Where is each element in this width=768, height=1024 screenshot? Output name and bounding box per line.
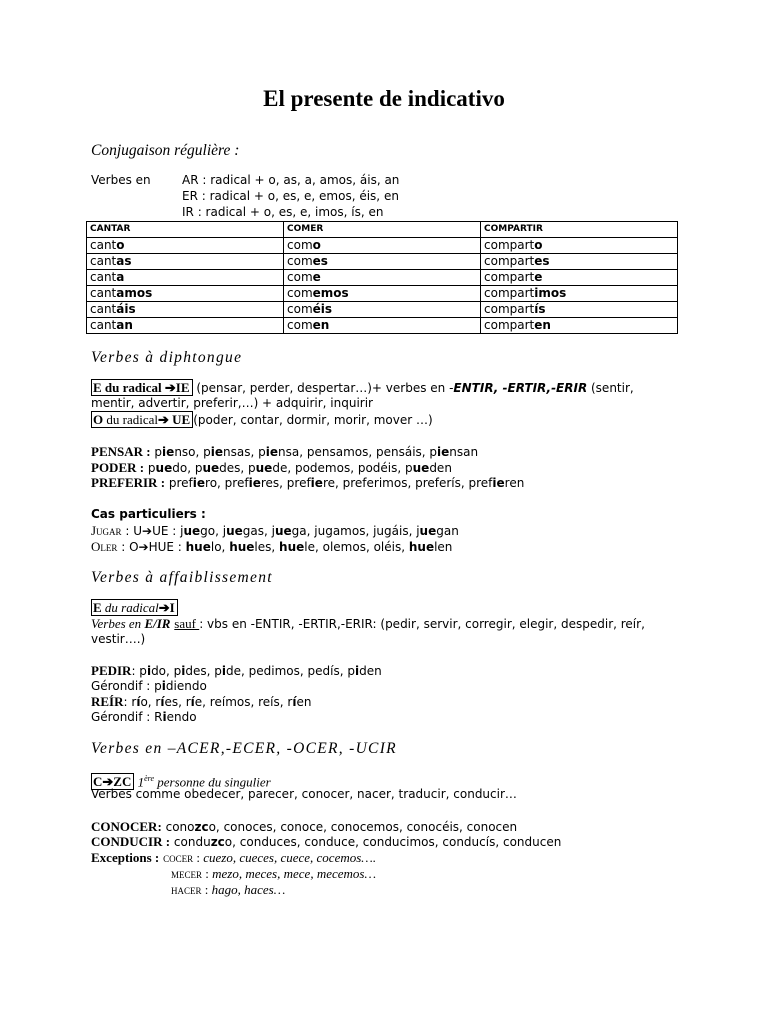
rule-text: (poder, contar, dormir, morir, mover …) (193, 413, 433, 427)
rule-o-ue (91, 412, 433, 428)
verb-ending: en (534, 318, 551, 332)
highlight-segment: ie (162, 445, 175, 459)
rule-endings: E/IR (144, 616, 171, 631)
highlight-segment: ue (274, 524, 292, 538)
rule-e-i (91, 600, 178, 615)
example-reir (91, 694, 311, 710)
conjugation-text (170, 835, 561, 849)
verb-label: Oler (91, 539, 118, 554)
highlight-segment: zc (210, 835, 225, 849)
verb-ending: es (312, 254, 328, 268)
verb-ending: o (312, 238, 321, 252)
rule-text: sauf (174, 616, 200, 631)
text-segment: : p (131, 664, 147, 678)
text-segment: nso, p (174, 445, 211, 459)
verb-label: PEDIR (91, 663, 132, 678)
rule-ir: IR : radical + o, es, e, imos, ís, en (182, 205, 384, 219)
gerondif-label: Gérondif : (91, 679, 155, 693)
verb-stem: cant (90, 270, 117, 284)
verb-ending: emos (312, 286, 349, 300)
verb-ending: amos (116, 286, 153, 300)
section-heading-acer: Verbes en –ACER,-ECER, -OCER, -UCIR (91, 740, 397, 757)
example-pedir (91, 663, 382, 679)
example-preferir (91, 475, 524, 491)
highlight-segment: ie (265, 445, 279, 459)
conjugation-text (186, 540, 453, 554)
rule-box-result: UE (168, 412, 191, 427)
conjugation-text (131, 664, 381, 678)
rule-e-ie (91, 380, 634, 396)
table-cell (87, 318, 284, 334)
highlight-segment: ie (192, 476, 206, 490)
text-segment: pref (168, 476, 193, 490)
highlight-segment: i (146, 664, 152, 678)
highlight-segment: i (354, 664, 360, 678)
text-segment: o, conoces, conoce, conocemos, conocéis, conocen (208, 820, 518, 834)
rule-er: ER : radical + o, es, e, emos, éis, en (182, 189, 399, 203)
verb-stem: com (287, 254, 313, 268)
section-heading-regular: Conjugaison régulière : (91, 142, 240, 159)
conjugation-text: cuezo, cueces, cuece, cocemos…. (203, 850, 377, 865)
table-header: COMER (284, 222, 481, 238)
exceptions-mecer (171, 866, 376, 882)
rule-ar: AR : radical + o, as, a, amos, áis, an (182, 173, 400, 187)
text-segment: R (154, 710, 163, 724)
text-segment: p (154, 679, 162, 693)
verb-ending: a (116, 270, 125, 284)
highlight-segment: í (160, 695, 165, 709)
conjugation-text: hago, haces… (211, 882, 286, 897)
rule-e-i-line1 (91, 616, 645, 632)
arrow-icon: ➔ (164, 380, 176, 395)
example-pensar (91, 444, 478, 460)
highlight-segment: í (136, 695, 141, 709)
text-segment: de, podemos, podéis, p (272, 461, 413, 475)
table-cell (481, 286, 678, 302)
verb-stem: com (287, 286, 313, 300)
table-row (87, 238, 678, 254)
text-segment: es, r (164, 695, 191, 709)
rule-e-ie-line2: mentir, advertir, preferir,…) + adquirir, inquirir (91, 396, 373, 410)
text-segment: den (429, 461, 452, 475)
highlight-segment: i (162, 710, 167, 724)
text-segment: nsas, p (223, 445, 266, 459)
highlight-segment: í (292, 695, 297, 709)
highlight-segment: ie (492, 476, 505, 490)
cas-label: Cas particuliers : (91, 507, 206, 521)
arrow-icon: ➔ (138, 540, 149, 554)
rule-box-e-i (91, 599, 178, 616)
table-cell (284, 286, 481, 302)
rule-box-text: E du radical (93, 380, 165, 395)
rule-text: : O (117, 540, 139, 554)
text-segment: o, conduces, conduce, conducimos, conducís, conducen (224, 835, 562, 849)
table-header-row (87, 222, 678, 238)
arrow-icon: ➔ (158, 600, 170, 615)
rule-text: (pensar, perder, despertar…)+ verbes en - (192, 381, 454, 395)
conjugation-text: mezo, meces, mece, mecemos… (212, 866, 377, 881)
text-segment: cono (161, 820, 195, 834)
text-segment: le, olemos, oléis, (304, 540, 409, 554)
text-segment: condu (170, 835, 211, 849)
highlight-segment: ue (202, 461, 220, 475)
section-heading-affaiblissement: Verbes à affaiblissement (91, 569, 273, 586)
text-segment: re, preferimos, preferís, pref (322, 476, 493, 490)
verb-stem: compart (484, 270, 535, 284)
text-segment: p (154, 445, 163, 459)
verb-label: mecer (171, 866, 203, 881)
rule-c-zc-line: Verbes comme obedecer, parecer, conocer, nacer, traducir, conducir… (91, 787, 517, 801)
text-segment: j (180, 524, 184, 538)
verb-ending: ís (534, 302, 546, 316)
text-segment: lo, (210, 540, 230, 554)
verb-ending: o (116, 238, 125, 252)
text-segment: do, p (151, 664, 182, 678)
example-oler (91, 539, 452, 555)
table-row (87, 286, 678, 302)
verb-ending: en (312, 318, 330, 332)
text-segment: diendo (165, 679, 207, 693)
highlight-segment: í (190, 695, 195, 709)
table-cell (481, 318, 678, 334)
text-segment: go, j (200, 524, 227, 538)
highlight-segment: ie (248, 476, 261, 490)
text-segment: endo (166, 710, 197, 724)
verb-label: PODER : (91, 460, 145, 475)
highlight-segment: hue (279, 540, 305, 554)
table-cell (87, 286, 284, 302)
highlight-segment: i (161, 679, 166, 693)
verb-stem: compart (484, 318, 535, 332)
rule-box-e-ie (91, 379, 193, 396)
example-gerondif-pedir (91, 679, 207, 694)
rule-note: 1 (137, 774, 145, 790)
verb-ending: o (534, 238, 543, 252)
rule-text: : U (121, 524, 143, 538)
verb-label: CONDUCIR : (91, 834, 171, 849)
text-segment: ga, jugamos, jugáis, j (291, 524, 420, 538)
table-cell (87, 238, 284, 254)
cas-particuliers (91, 507, 206, 522)
separator: : (193, 850, 204, 865)
rule-note-sup: ère (144, 774, 155, 783)
highlight-segment: ue (412, 461, 430, 475)
table-cell (284, 238, 481, 254)
conjugation-text (154, 445, 478, 459)
text-segment: : r (123, 695, 137, 709)
text-segment: do, p (172, 461, 203, 475)
text-segment: ro, pref (205, 476, 249, 490)
verb-stem: cant (90, 254, 117, 268)
verb-ending: e (534, 270, 543, 284)
rule-box-text: C (93, 774, 103, 790)
text-segment: den (359, 664, 382, 678)
verb-label: Jugar (91, 523, 122, 538)
highlight-segment: i (221, 664, 227, 678)
rule-endings: ENTIR, -ERTIR,-ERIR (453, 381, 588, 395)
verb-stem: com (287, 270, 313, 284)
rule-box-text: E (93, 600, 102, 615)
verb-label: PENSAR : (91, 444, 151, 459)
rule-text: Verbes en (91, 616, 145, 631)
table-cell (481, 238, 678, 254)
highlight-segment: hue (229, 540, 255, 554)
table-header: COMPARTIR (481, 222, 678, 238)
rule-text: HUE : (148, 540, 186, 554)
table-row (87, 318, 678, 334)
example-poder (91, 460, 452, 476)
verb-ending: es (534, 254, 550, 268)
rule-note: personne du singulier (154, 774, 271, 790)
rule-box-text: O (93, 412, 104, 427)
example-conducir (91, 834, 561, 850)
verb-label: PREFERIR : (91, 475, 166, 490)
rule-box-result: IE (175, 380, 190, 395)
verb-stem: compart (484, 254, 535, 268)
highlight-segment: ie (437, 445, 450, 459)
verb-label: hacer (171, 882, 202, 897)
verb-stem: com (287, 302, 313, 316)
table-cell (481, 254, 678, 270)
table-cell (87, 254, 284, 270)
table-cell (284, 270, 481, 286)
verbes-en-label: Verbes en (91, 173, 151, 187)
highlight-segment: i (181, 664, 186, 678)
verb-label: REÍR (91, 694, 124, 709)
text-segment: p (147, 461, 156, 475)
table-cell (481, 270, 678, 286)
conjugation-table (86, 221, 678, 334)
verb-stem: cant (90, 318, 117, 332)
text-segment: len (434, 540, 453, 554)
text-segment: en (296, 695, 312, 709)
separator: : (202, 866, 213, 881)
verb-stem: compart (484, 238, 535, 252)
arrow-icon: ➔ (158, 412, 169, 427)
table-row (87, 302, 678, 318)
table-cell (87, 302, 284, 318)
highlight-segment: ue (255, 461, 273, 475)
highlight-segment: zc (194, 820, 209, 834)
verb-ending: e (312, 270, 321, 284)
conjugation-text (162, 820, 517, 834)
gerondif-text (154, 679, 207, 693)
verb-stem: com (287, 238, 313, 252)
table-header: CANTAR (87, 222, 284, 238)
separator: : (201, 882, 212, 897)
text-segment: des, p (219, 461, 256, 475)
verb-ending: imos (534, 286, 567, 300)
highlight-segment: hue (185, 540, 211, 554)
conjugation-text (148, 461, 452, 475)
example-jugar (91, 523, 459, 539)
highlight-segment: ie (210, 445, 224, 459)
exceptions-cocer (91, 850, 376, 866)
gerondif-text (154, 710, 196, 724)
rule-box-text: du radical (103, 412, 158, 427)
verb-label: CONOCER: (91, 819, 162, 834)
highlight-segment: ue (183, 524, 201, 538)
text-segment: nsan (449, 445, 479, 459)
text-segment: e, reímos, reís, r (194, 695, 293, 709)
arrow-icon: ➔ (102, 774, 114, 790)
verb-stem: com (287, 318, 313, 332)
table-cell (284, 318, 481, 334)
text-segment: nsa, pensamos, pensáis, p (278, 445, 438, 459)
text-segment: des, p (185, 664, 222, 678)
table-row (87, 254, 678, 270)
arrow-icon: ➔ (142, 524, 153, 538)
section-heading-diphtongue: Verbes à diphtongue (91, 349, 243, 366)
text-segment: res, pref (260, 476, 311, 490)
rule-text: (sentir, (587, 381, 634, 395)
rule-box-text: du radical (101, 600, 159, 615)
text-segment: ren (504, 476, 525, 490)
verb-stem: cant (90, 302, 117, 316)
text-segment: o, r (140, 695, 161, 709)
exceptions-hacer (171, 882, 285, 898)
rule-box-o-ue (91, 411, 193, 428)
verb-label: cocer (163, 850, 194, 865)
text-segment: de, pedimos, pedís, p (226, 664, 355, 678)
page-title: El presente de indicativo (263, 86, 505, 111)
exceptions-label: Exceptions : (91, 850, 160, 865)
verb-stem: cant (90, 238, 117, 252)
verb-stem: compart (484, 302, 535, 316)
highlight-segment: ue (419, 524, 437, 538)
rule-text: UE : (152, 524, 181, 538)
highlight-segment: hue (408, 540, 435, 554)
rule-text: : vbs en -ENTIR, -ERTIR,-ERIR: (pedir, servir, corregir, elegir, despedir, reír, (199, 617, 645, 631)
verb-stem: compart (484, 286, 535, 300)
conjugation-text (180, 524, 459, 538)
text-segment: les, (254, 540, 280, 554)
rule-box-result: ZC (113, 774, 132, 790)
verb-stem: cant (90, 286, 117, 300)
verb-ending: áis (116, 302, 136, 316)
verb-ending: éis (312, 302, 333, 316)
example-gerondif-reir (91, 710, 197, 725)
highlight-segment: ie (310, 476, 323, 490)
rule-e-i-line2: vestir….) (91, 632, 146, 646)
text-segment: gan (436, 524, 459, 538)
table-cell (284, 302, 481, 318)
table-cell (481, 302, 678, 318)
text-segment: gas, j (242, 524, 275, 538)
rule-box-result: I (169, 600, 175, 615)
verb-ending: as (116, 254, 132, 268)
gerondif-label: Gérondif : (91, 710, 155, 724)
conjugation-text (169, 476, 524, 490)
table-cell (284, 254, 481, 270)
verb-ending: an (116, 318, 133, 332)
conjugation-text (124, 695, 312, 709)
table-row (87, 270, 678, 286)
example-conocer (91, 819, 517, 835)
highlight-segment: ue (226, 524, 243, 538)
highlight-segment: ue (155, 461, 173, 475)
table-cell (87, 270, 284, 286)
